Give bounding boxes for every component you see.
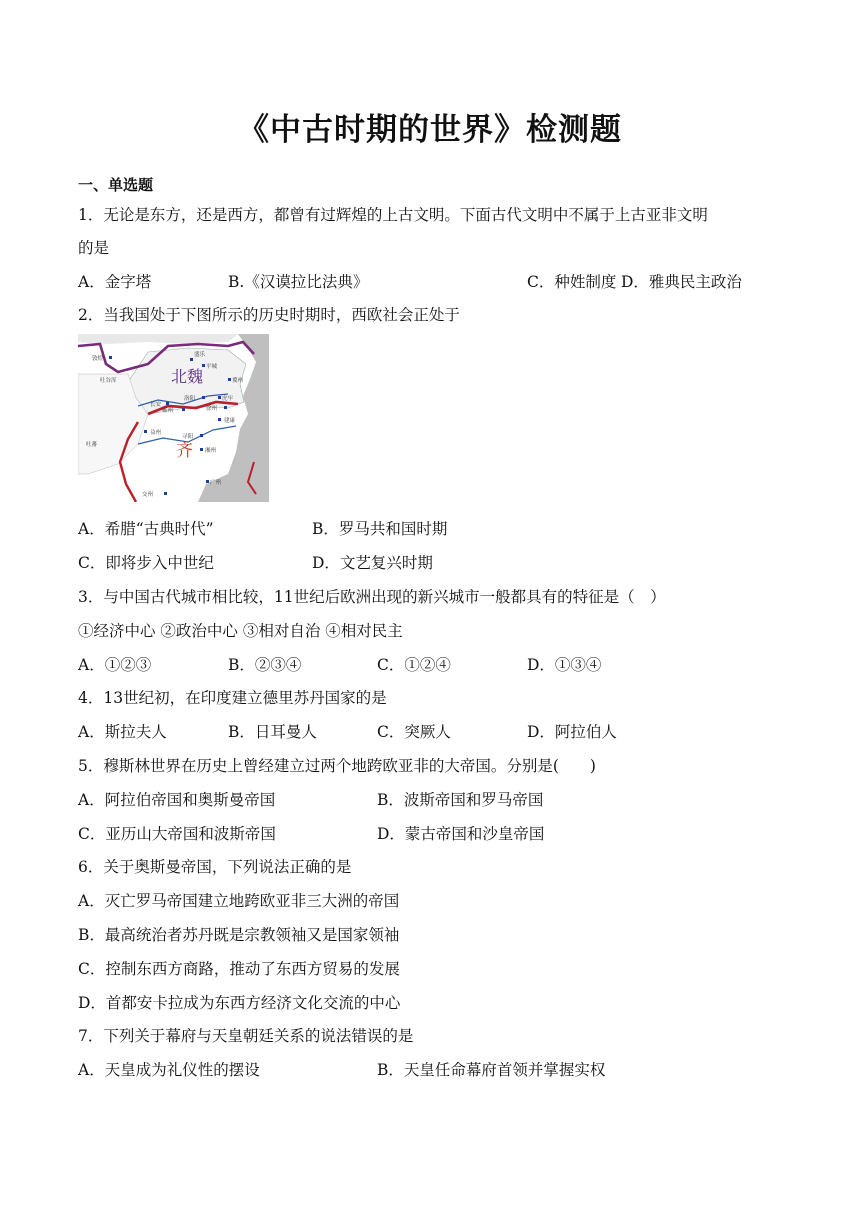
q2-option-b: B．罗马共和国时期 xyxy=(312,520,448,538)
q1-option-c: C．种姓制度 xyxy=(527,273,617,291)
city-marker xyxy=(200,434,203,437)
map-city-label: 湘州 xyxy=(205,448,217,454)
map-label-qi: 齐 xyxy=(176,441,193,461)
city-marker xyxy=(218,396,221,399)
question-4-stem: 4．13世纪初，在印度建立德里苏丹国家的是 xyxy=(78,689,387,707)
map-city-label: 冀州 xyxy=(232,378,244,384)
map-city-label: 长安 xyxy=(150,402,162,408)
map-label-north-wei: 北魏 xyxy=(171,367,204,386)
city-marker xyxy=(182,408,185,411)
q5-option-d: D．蒙古帝国和沙皇帝国 xyxy=(377,825,545,843)
map-city-label: 吐谷浑 xyxy=(100,378,117,384)
map-city-label: 洛阳 xyxy=(184,396,196,402)
q2-option-a: A．希腊“古典时代” xyxy=(78,520,214,538)
historical-map xyxy=(78,334,269,502)
city-marker xyxy=(164,492,167,495)
q6-option-d: D．首都安卡拉成为东西方经济文化交流的中心 xyxy=(78,994,401,1012)
q6-option-b: B．最高统治者苏丹既是宗教领袖又是国家领袖 xyxy=(78,926,400,944)
city-marker xyxy=(109,356,112,359)
map-city-label: 益州 xyxy=(150,430,162,436)
section-heading: 一、单选题 xyxy=(78,176,154,194)
question-1-stem-line-1: 1．无论是东方，还是西方，都曾有过辉煌的上古文明。下面古代文明中不属于上古亚非文明 xyxy=(78,206,708,224)
city-marker xyxy=(166,402,169,405)
q5-option-c: C．亚历山大帝国和波斯帝国 xyxy=(78,825,276,843)
map-city-label: 雍州 xyxy=(162,408,174,414)
question-3-stem-line-1: 3．与中国古代城市相比较，11世纪后欧洲出现的新兴城市一般都具有的特征是（ ） xyxy=(78,588,666,606)
q2-option-c: C．即将步入中世纪 xyxy=(78,554,214,572)
city-marker xyxy=(218,418,221,421)
q6-option-a: A．灭亡罗马帝国建立地跨欧亚非三大洲的帝国 xyxy=(78,892,400,910)
question-2-stem: 2．当我国处于下图所示的历史时期时，西欧社会正处于 xyxy=(78,306,460,324)
question-6-stem: 6．关于奥斯曼帝国，下列说法正确的是 xyxy=(78,858,352,876)
q7-option-b: B．天皇任命幕府首领并掌握实权 xyxy=(377,1061,606,1079)
q4-option-b: B．日耳曼人 xyxy=(228,723,317,741)
city-marker xyxy=(202,364,205,367)
q3-option-d: D．①③④ xyxy=(527,656,602,674)
q3-option-a: A．①②③ xyxy=(78,656,152,674)
q3-option-b: B．②③④ xyxy=(228,656,302,674)
city-marker xyxy=(202,396,205,399)
question-5-stem: 5．穆斯林世界在历史上曾经建立过两个地跨欧亚非的大帝国。分别是( ) xyxy=(78,757,596,775)
city-marker xyxy=(206,480,209,483)
city-marker xyxy=(200,448,203,451)
q1-option-b: B.《汉谟拉比法典》 xyxy=(228,273,369,291)
question-7-stem: 7．下列关于幕府与天皇朝廷关系的说法错误的是 xyxy=(78,1027,414,1045)
city-marker xyxy=(190,358,193,361)
q4-option-c: C．突厥人 xyxy=(377,723,451,741)
map-city-label: 平城 xyxy=(206,364,218,370)
q4-option-d: D．阿拉伯人 xyxy=(527,723,617,741)
q1-option-a: A．金字塔 xyxy=(78,273,152,291)
map-city-label: 吐蕃 xyxy=(86,442,98,448)
map-city-label: 交州 xyxy=(142,492,154,498)
q5-option-b: B．波斯帝国和罗马帝国 xyxy=(377,791,544,809)
map-city-label: 徐州 xyxy=(206,406,218,412)
city-marker xyxy=(224,406,227,409)
q6-option-c: C．控制东西方商路，推动了东西方贸易的发展 xyxy=(78,960,400,978)
map-city-label: 寻阳 xyxy=(182,434,194,440)
map-city-label: 盛乐 xyxy=(194,352,206,358)
q4-option-a: A．斯拉夫人 xyxy=(78,723,167,741)
map-city-label: 广州 xyxy=(210,480,222,486)
map-north-band xyxy=(78,334,238,344)
map-city-label: 敦煌 xyxy=(92,356,104,362)
q1-option-d: D．雅典民主政治 xyxy=(621,273,742,291)
map-city-label: 建康 xyxy=(224,418,236,424)
map-city-label: 虎牢 xyxy=(222,396,234,402)
page-title: 《中古时期的世界》检测题 xyxy=(238,112,622,148)
q5-option-a: A．阿拉伯帝国和奥斯曼帝国 xyxy=(78,791,276,809)
question-1-stem-line-2: 的是 xyxy=(78,239,110,257)
q3-option-c: C．①②④ xyxy=(377,656,451,674)
question-3-stem-line-2: ①经济中心 ②政治中心 ③相对自治 ④相对民主 xyxy=(78,622,403,640)
city-marker xyxy=(144,430,147,433)
q2-option-d: D．文艺复兴时期 xyxy=(312,554,433,572)
city-marker xyxy=(228,378,231,381)
q7-option-a: A．天皇成为礼仪性的摆设 xyxy=(78,1061,260,1079)
